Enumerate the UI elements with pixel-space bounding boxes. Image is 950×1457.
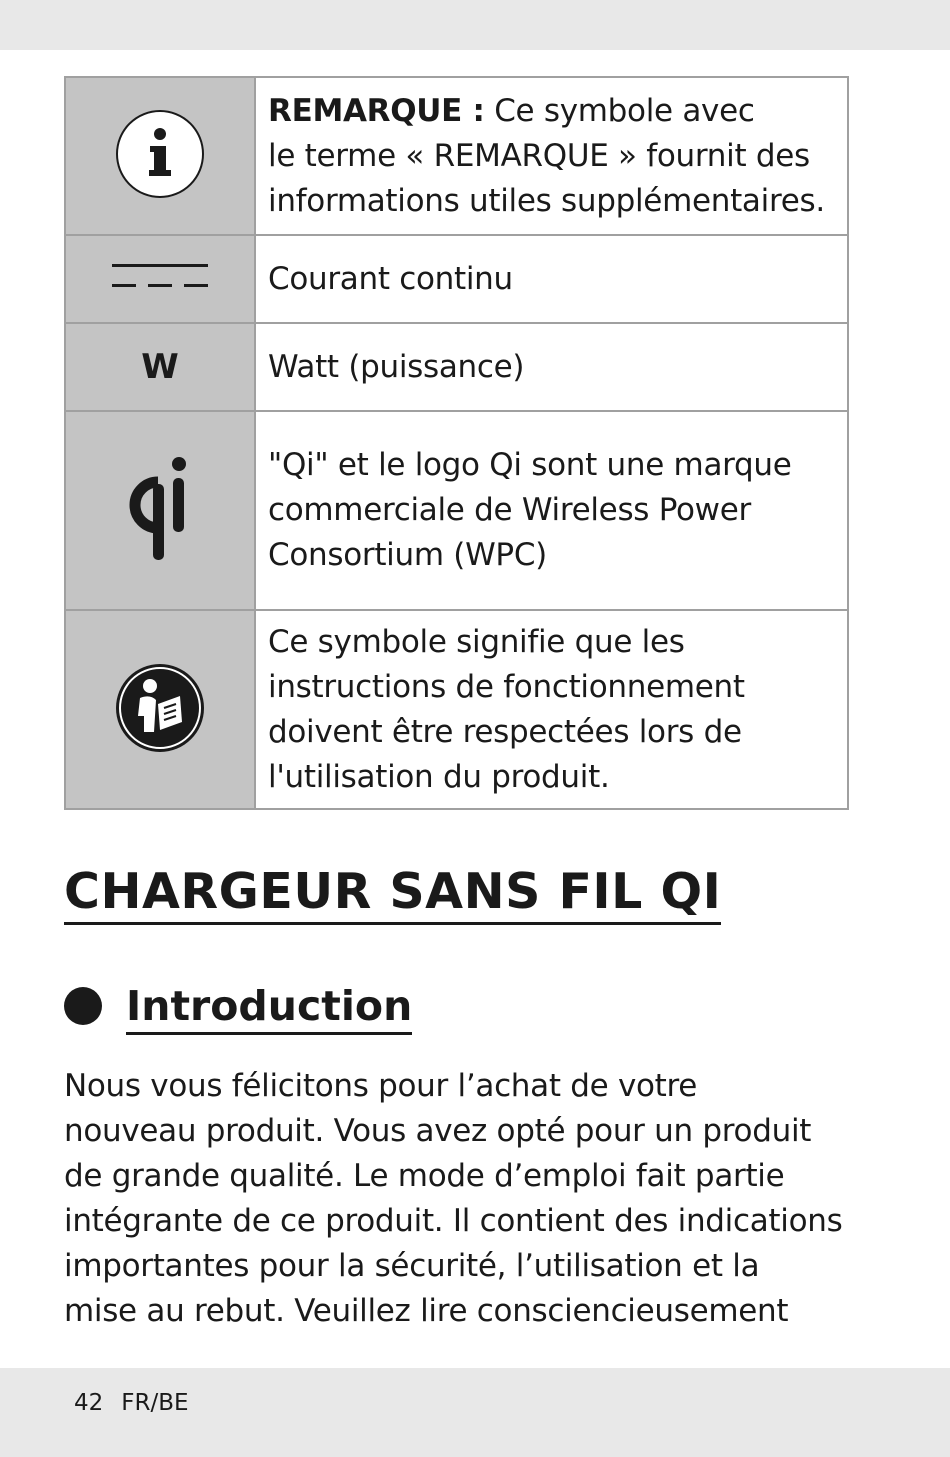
- description-line: instructions de fonctionnement: [268, 668, 745, 705]
- page-title: CHARGEUR SANS FIL QI: [64, 862, 721, 925]
- description-cell: [255, 235, 848, 323]
- top-band: [0, 0, 950, 50]
- paragraph-line: de grande qualité. Le mode d’emploi fait partie: [64, 1158, 785, 1194]
- direct-current-icon: [112, 262, 208, 292]
- table-row: [65, 411, 848, 610]
- symbol-cell: [65, 323, 255, 411]
- table-row: [65, 235, 848, 323]
- description-line: Courant continu: [268, 260, 513, 297]
- description-line: doivent être respectées lors de: [268, 713, 742, 750]
- symbol-cell: [65, 77, 255, 235]
- description-line: l'utilisation du produit.: [268, 758, 610, 795]
- watt-symbol: W: [141, 347, 179, 387]
- note-label: REMARQUE :: [268, 92, 485, 129]
- description-line: le terme « REMARQUE » fournit des: [268, 137, 810, 174]
- description-line: Watt (puissance): [268, 348, 525, 385]
- section-title: Introduction: [126, 980, 412, 1035]
- symbols-table: [64, 76, 849, 810]
- info-icon: [114, 108, 206, 200]
- page-number: 42: [74, 1390, 104, 1416]
- table-row: [65, 323, 848, 411]
- description-line: Consortium (WPC): [268, 537, 547, 573]
- paragraph-line: importantes pour la sécurité, l’utilisation et la: [64, 1248, 760, 1284]
- paragraph-line: Nous vous félicitons pour l’achat de votre: [64, 1068, 698, 1104]
- qi-logo-icon: [124, 454, 196, 564]
- table-row: [65, 77, 848, 235]
- description-line: Ce symbole avec: [484, 92, 755, 129]
- read-manual-icon: [114, 662, 206, 754]
- description-cell: [255, 323, 848, 411]
- description-line: informations utiles supplémentaires.: [268, 182, 825, 219]
- locale-label: FR/BE: [121, 1390, 189, 1416]
- description-line: Ce symbole signifie que les: [268, 623, 685, 660]
- description-cell: [255, 610, 848, 809]
- paragraph-line: nouveau produit. Vous avez opté pour un produit: [64, 1113, 812, 1149]
- description-cell: [255, 411, 848, 610]
- description-cell: [255, 77, 848, 235]
- symbol-cell: [65, 610, 255, 809]
- paragraph-line: intégrante de ce produit. Il contient des indications: [64, 1203, 843, 1239]
- symbol-cell: [65, 411, 255, 610]
- table-row: [65, 610, 848, 809]
- paragraph-line: mise au rebut. Veuillez lire consciencieusement: [64, 1293, 789, 1329]
- intro-paragraph: [64, 1064, 864, 1334]
- description-line: "Qi" et le logo Qi sont une marque: [268, 447, 792, 483]
- footer: [74, 1390, 207, 1416]
- description-line: commerciale de Wireless Power: [268, 492, 751, 528]
- bullet-icon: [64, 987, 102, 1025]
- symbol-cell: [65, 235, 255, 323]
